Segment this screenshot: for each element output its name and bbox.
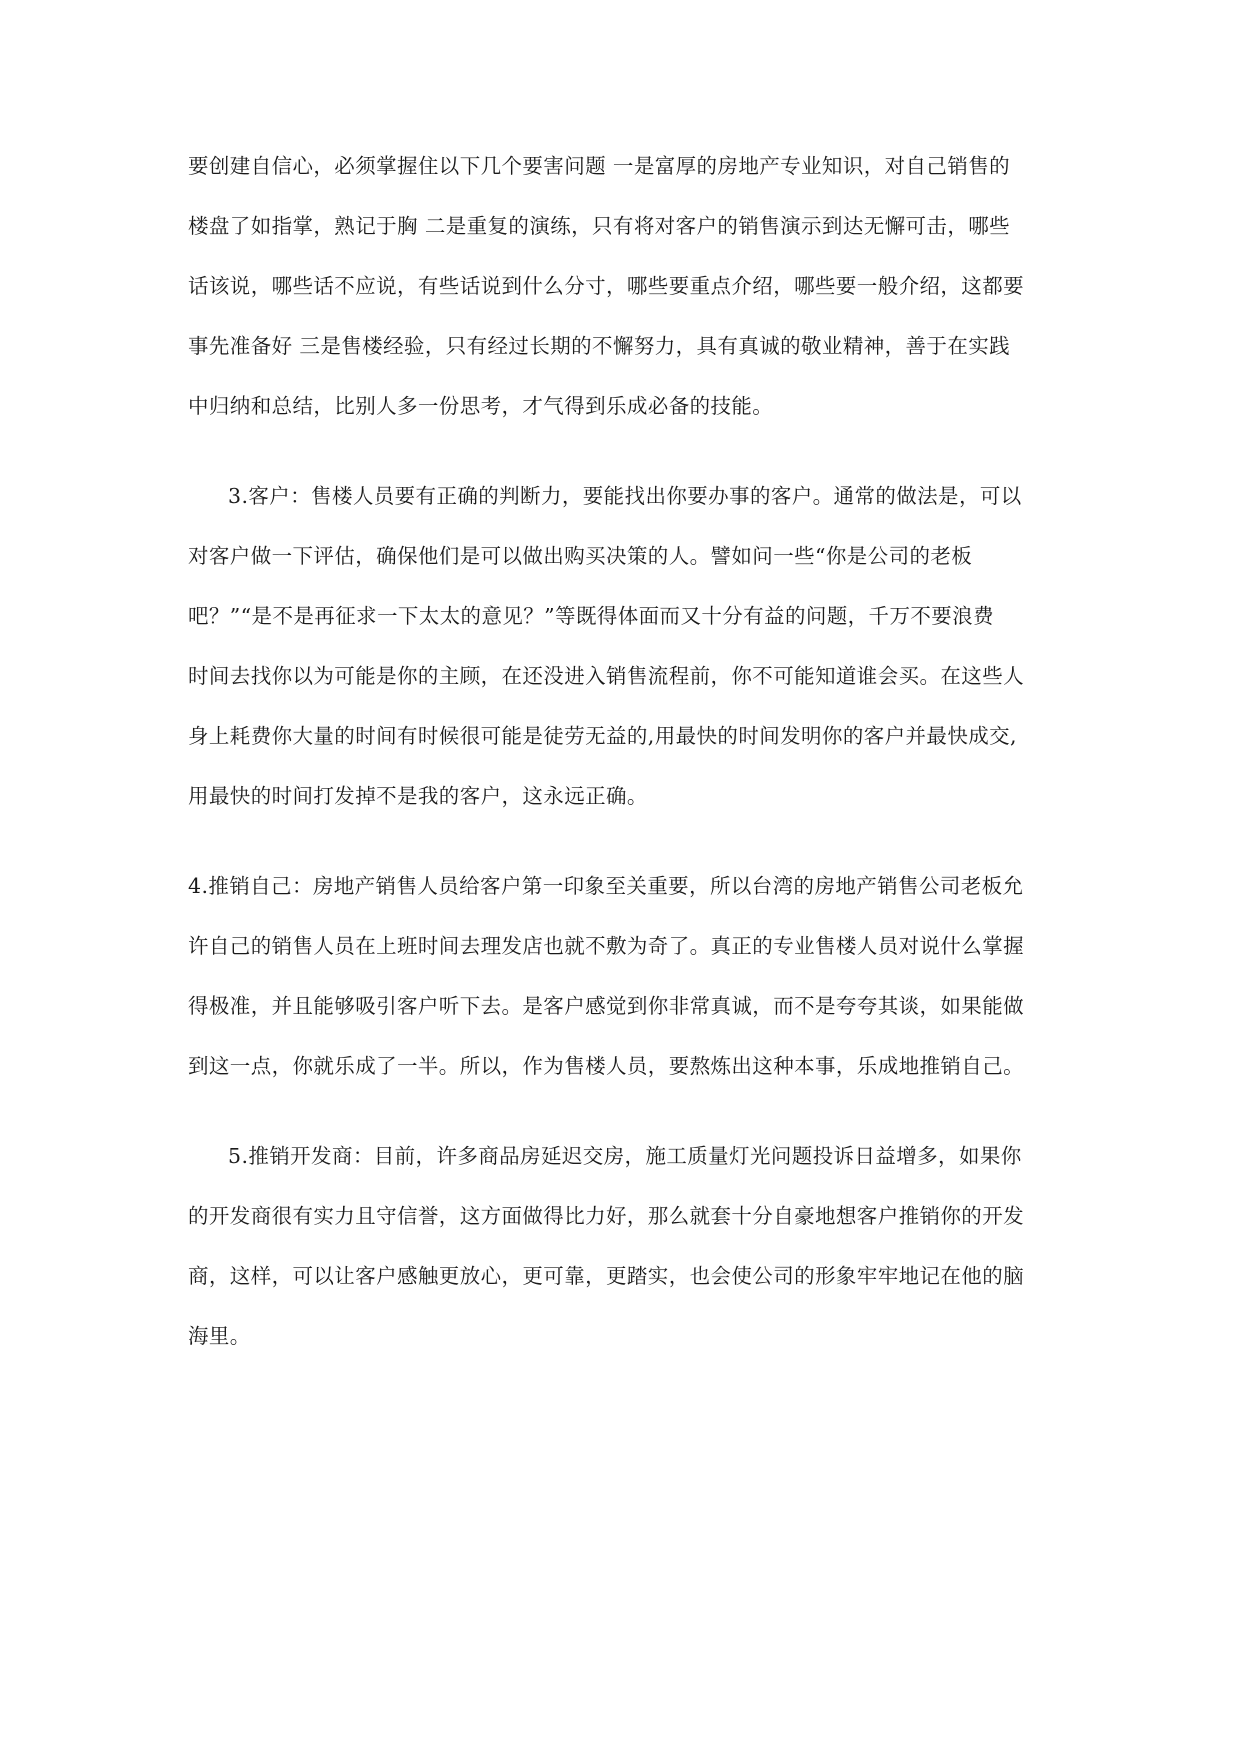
text-line: 时间去找你以为可能是你的主顾，在还没进入销售流程前，你不可能知道谁会买。在这些人 xyxy=(188,664,1024,688)
text-line: 吧？”“是不是再征求一下太太的意见？”等既得体面而又十分有益的问题，千万不要浪费 xyxy=(188,604,994,628)
text-line: 3.客户：售楼人员要有正确的判断力，要能找出你要办事的客户。通常的做法是，可以 xyxy=(228,484,1022,508)
text-line: 事先准备好 三是售楼经验，只有经过长期的不懈努力，具有真诚的敬业精神，善于在实践 xyxy=(188,334,1011,358)
text-line: 海里。 xyxy=(188,1324,251,1348)
text-line: 许自己的销售人员在上班时间去理发店也就不敷为奇了。真正的专业售楼人员对说什么掌握 xyxy=(188,934,1024,958)
text-line: 5.推销开发商：目前，许多商品房延迟交房，施工质量灯光问题投诉日益增多，如果你 xyxy=(228,1144,1022,1168)
text-line: 得极准，并且能够吸引客户听下去。是客户感觉到你非常真诚，而不是夸夸其谈，如果能做 xyxy=(188,994,1024,1018)
text-line: 楼盘了如指掌，熟记于胸 二是重复的演练，只有将对客户的销售演示到达无懈可击，哪些 xyxy=(188,214,1011,238)
text-line: 身上耗费你大量的时间有时候很可能是徒劳无益的,用最快的时间发明你的客户并最快成交, xyxy=(188,724,1017,748)
text-line: 到这一点，你就乐成了一半。所以，作为售楼人员，要熬炼出这种本事，乐成地推销自己。 xyxy=(188,1054,1024,1078)
text-line: 话该说，哪些话不应说，有些话说到什么分寸，哪些要重点介绍，哪些要一般介绍，这都要 xyxy=(188,274,1024,298)
text-line: 的开发商很有实力且守信誉，这方面做得比力好，那么就套十分自豪地想客户推销你的开发 xyxy=(188,1204,1024,1228)
text-line: 对客户做一下评估，确保他们是可以做出购买决策的人。譬如问一些“你是公司的老板 xyxy=(188,544,973,568)
text-line: 用最快的时间打发掉不是我的客户，这永远正确。 xyxy=(188,784,648,808)
text-line: 商，这样，可以让客户感触更放心，更可靠，更踏实，也会使公司的形象牢牢地记在他的脑 xyxy=(188,1264,1024,1288)
text-line: 4.推销自己：房地产销售人员给客户第一印象至关重要，所以台湾的房地产销售公司老板允 xyxy=(188,874,1024,898)
text-line: 要创建自信心，必须掌握住以下几个要害问题 一是富厚的房地产专业知识，对自己销售的 xyxy=(188,154,1011,178)
text-line: 中归纳和总结，比别人多一份思考，才气得到乐成必备的技能。 xyxy=(188,394,774,418)
